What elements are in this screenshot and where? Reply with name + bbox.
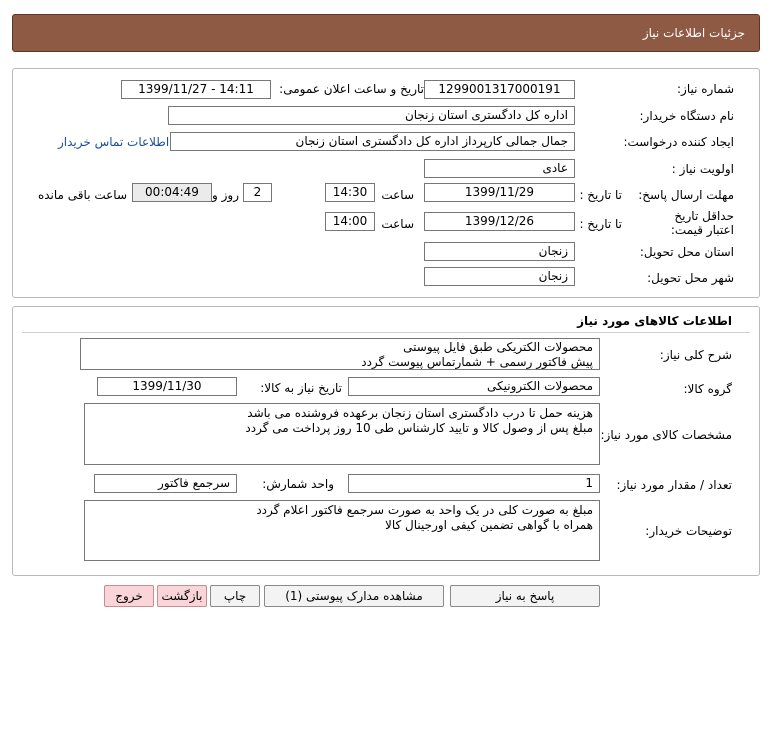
days-label: روز و [212, 188, 239, 202]
qty-field: 1 [348, 474, 600, 493]
notes-line-2: همراه با گواهی تضمین کیفی اورجینال کالا [385, 518, 593, 532]
validity-date-field: 1399/12/26 [424, 212, 575, 231]
deadline-label: مهلت ارسال پاسخ: [638, 188, 734, 202]
buyer-contact-link[interactable]: اطلاعات تماس خریدار [58, 135, 170, 149]
need-date-label: تاریخ نیاز به کالا: [260, 381, 342, 395]
reply-button[interactable]: پاسخ به نیاز [450, 585, 600, 607]
deadline-time-field: 14:30 [325, 183, 375, 202]
requester-field: جمال جمالی کارپرداز اداره کل دادگستری استان زنجان [170, 132, 575, 151]
priority-label: اولویت نیاز : [671, 162, 734, 176]
unit-label: واحد شمارش: [262, 477, 334, 491]
notes-box [84, 500, 600, 561]
print-button[interactable]: چاپ [210, 585, 260, 607]
desc-box [80, 338, 600, 370]
spec-label: مشخصات کالای مورد نیاز: [600, 428, 732, 442]
spec-line-1: هزینه حمل تا درب دادگستری استان زنجان برعهده فروشنده می باشد [247, 406, 593, 420]
goods-section-title: اطلاعات کالاهای مورد نیاز [577, 314, 732, 328]
need-date-field: 1399/11/30 [97, 377, 237, 396]
deadline-date-field: 1399/11/29 [424, 183, 575, 202]
page-header [12, 14, 760, 52]
qty-label: تعداد / مقدار مورد نیاز: [616, 478, 732, 492]
province-label: استان محل تحویل: [639, 245, 734, 259]
exit-button[interactable]: خروج [104, 585, 154, 607]
notes-label: توضیحات خریدار: [645, 524, 732, 538]
deadline-to-date-label: تا تاریخ : [579, 188, 622, 202]
section-divider [22, 332, 750, 333]
desc-label: شرح کلی نیاز: [659, 348, 732, 362]
attachments-button[interactable]: مشاهده مدارک پیوستی (1) [264, 585, 444, 607]
buyer-org-field: اداره کل دادگستری استان زنجان [168, 106, 575, 125]
need-info-panel [12, 68, 760, 298]
spec-box [84, 403, 600, 465]
requester-label: ایجاد کننده درخواست: [623, 135, 734, 149]
city-field: زنجان [424, 267, 575, 286]
group-label: گروه کالا: [683, 382, 732, 396]
notes-line-1: مبلغ به صورت کلی در یک واحد به صورت سرجمع فاکتور اعلام گردد [256, 503, 593, 517]
validity-label: حداقل تاریخ اعتبار قیمت: [670, 209, 734, 237]
announce-field: 1399/11/27 - 14:11 [121, 80, 271, 99]
announce-label: تاریخ و ساعت اعلان عمومی: [279, 82, 424, 96]
city-label: شهر محل تحویل: [647, 271, 734, 285]
validity-time-label: ساعت [381, 217, 414, 231]
unit-field: سرجمع فاکتور [94, 474, 237, 493]
priority-field: عادی [424, 159, 575, 178]
deadline-time-label: ساعت [381, 188, 414, 202]
validity-to-date-label: تا تاریخ : [579, 217, 622, 231]
page-title: جزئیات اطلاعات نیاز [642, 26, 745, 40]
days-field: 2 [243, 183, 272, 202]
desc-line-2: پیش فاکتور رسمی + شمارتماس پیوست گردد [361, 355, 593, 369]
province-field: زنجان [424, 242, 575, 261]
remaining-time-field: 00:04:49 [132, 183, 212, 202]
buyer-org-label: نام دستگاه خریدار: [639, 109, 734, 123]
remaining-label: ساعت باقی مانده [37, 188, 127, 202]
back-button[interactable]: بازگشت [157, 585, 207, 607]
desc-line-1: محصولات الکتریکی طبق فایل پیوستی [403, 340, 593, 354]
group-field: محصولات الکترونیکی [348, 377, 600, 396]
validity-time-field: 14:00 [325, 212, 375, 231]
spec-line-2: مبلغ پس از وصول کالا و تایید کارشناس طی 10 روز پرداخت می گردد [245, 421, 593, 435]
need-number-field: 1299001317000191 [424, 80, 575, 99]
need-number-label: شماره نیاز: [677, 82, 734, 96]
